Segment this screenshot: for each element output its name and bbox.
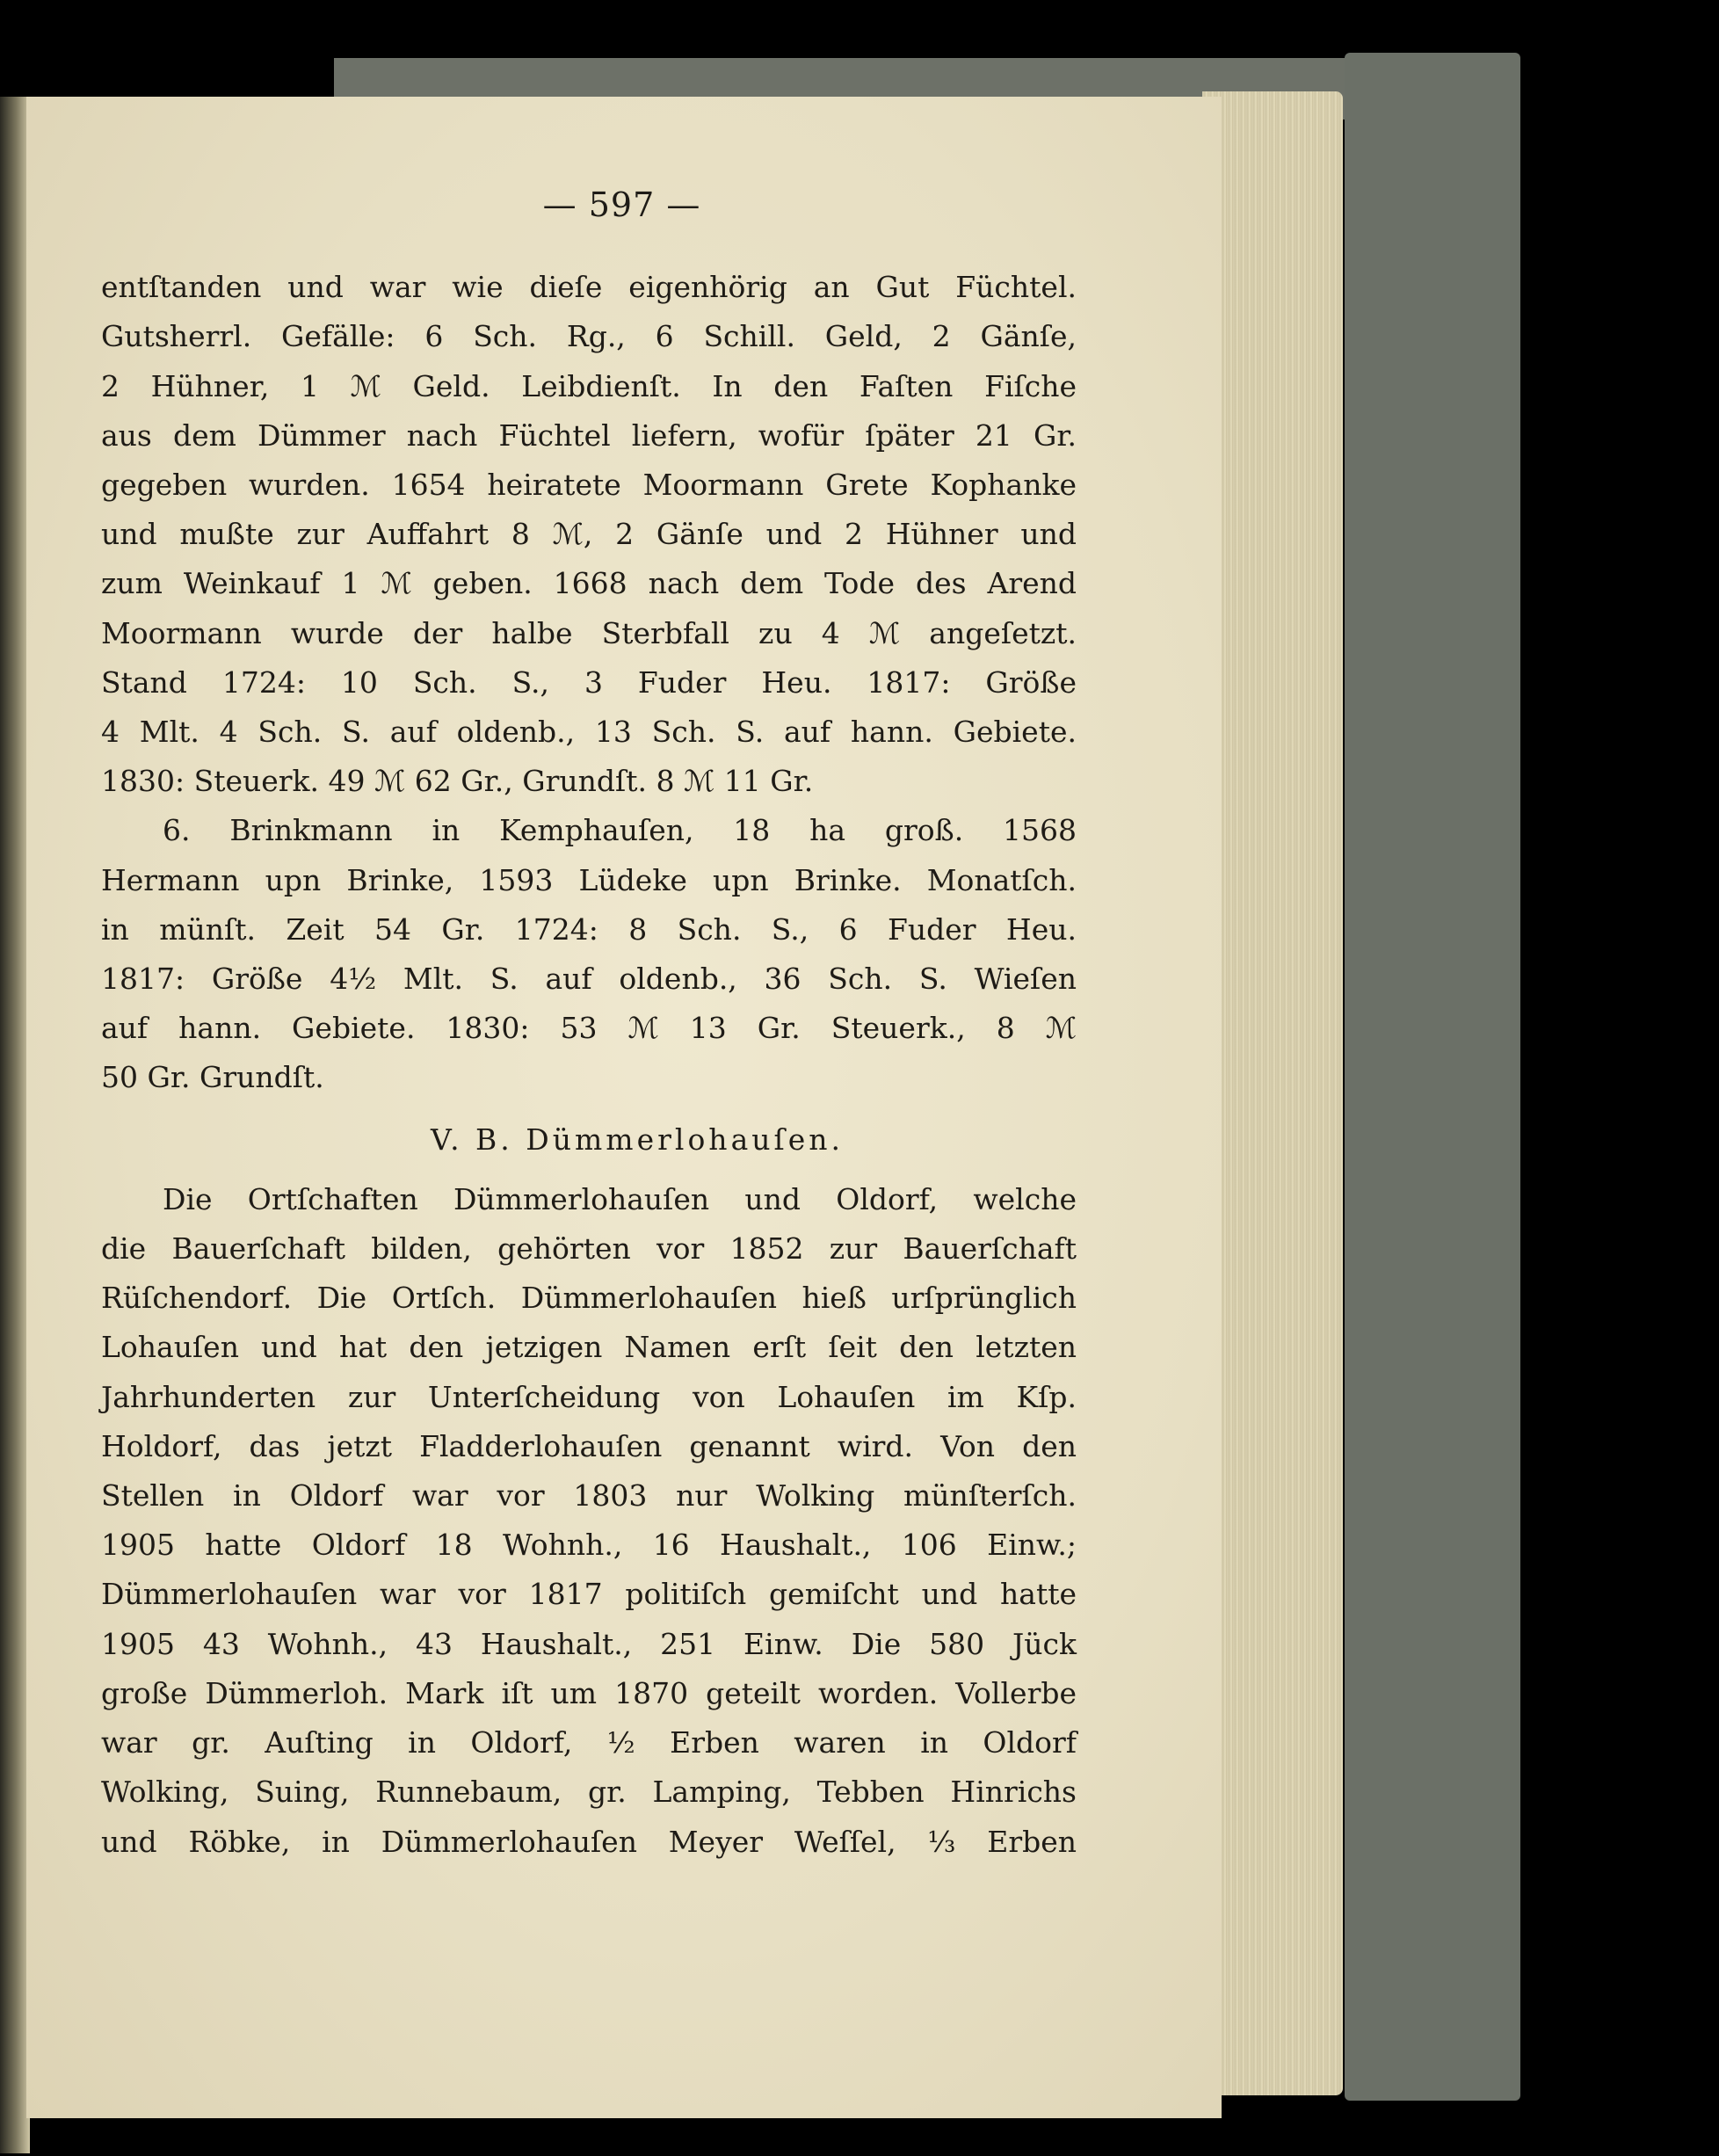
page-edges [1202,91,1343,2095]
text-line: 2 Hühner, 1 ℳ Geld. Leibdienſt. In den Faſten Fiſche [101,368,1077,403]
book-cover-right [1345,53,1520,2101]
text-line: in münſt. Zeit 54 Gr. 1724: 8 Sch. S., 6 Fuder Heu. [101,911,1077,947]
text-line: Moormann wurde der halbe Sterbfall zu 4 ℳ angeſetzt. [101,615,1077,650]
text-line: und mußte zur Auffahrt 8 ℳ, 2 Gänſe und 2 Hühner und [101,517,1077,552]
text-line: Stellen in Oldorf war vor 1803 nur Wolking münſterſch. [101,1478,1077,1514]
text-line: große Dümmerloh. Mark iſt um 1870 geteilt worden. Vollerbe [101,1675,1077,1710]
text-line: 50 Gr. Grundſt. [101,1060,324,1095]
text-line: Die Ortſchaften Dümmerlohauſen und Oldorf, welche [163,1181,1077,1216]
text-line: war gr. Auſting in Oldorf, ½ Erben waren in Oldorf [101,1725,1077,1760]
page-number: — 597 — [542,185,701,224]
text-line: 1817: Größe 4½ Mlt. S. auf oldenb., 36 Sch. S. Wieſen [101,962,1077,997]
previous-page-edge [0,97,30,2153]
text-line: 6. Brinkmann in Kemphauſen, 18 ha groß. 1568 [163,813,1077,848]
paragraph-3 [101,1175,1077,1867]
text-line: Holdorf, das jetzt Fladderlohauſen genannt wird. Von den [101,1428,1077,1463]
text-line: Gutsherrl. Gefälle: 6 Sch. Rg., 6 Schill. Geld, 2 Gänſe, [101,319,1077,354]
text-line: und Röbke, in Dümmerlohauſen Meyer Weſſel, ⅓ Erben [101,1824,1077,1859]
paragraph-2 [101,806,1077,1102]
text-line: 4 Mlt. 4 Sch. S. auf oldenb., 13 Sch. S. auf hann. Gebiete. [101,715,1077,750]
text-line: Hermann upn Brinke, 1593 Lüdeke upn Brinke. Monatſch. [101,862,1077,897]
text-line: Jahrhunderten zur Unterſcheidung von Lohauſen im Kſp. [101,1379,1077,1414]
text-line: die Bauerſchaft bilden, gehörten vor 1852 zur Bauerſchaft [101,1231,1077,1267]
text-line: 1905 hatte Oldorf 18 Wohnh., 16 Haushalt., 106 Einw.; [101,1528,1077,1563]
text-line: 1905 43 Wohnh., 43 Haushalt., 251 Einw. Die 580 Jück [101,1626,1077,1661]
text-line: auf hann. Gebiete. 1830: 53 ℳ 13 Gr. Steuerk., 8 ℳ [101,1011,1077,1046]
text-line: aus dem Dümmer nach Füchtel liefern, wofür ſpäter 21 Gr. [101,417,1077,453]
text-line: Rüſchendorf. Die Ortſch. Dümmerlohauſen hieß urſprünglich [101,1281,1077,1316]
paragraph-1 [101,263,1077,806]
text-line: Lohauſen und hat den jetzigen Namen erſt ſeit den letzten [101,1330,1077,1365]
page-text [101,180,1077,1867]
book-page [26,97,1222,2118]
text-line: Wolking, Suing, Runnebaum, gr. Lamping, Tebben Hinrichs [101,1775,1077,1810]
text-line: Dümmerlohauſen war vor 1817 politiſch gemiſcht und hatte [101,1577,1077,1612]
section-heading: V. B. Dümmerlohauſen. [431,1122,844,1157]
text-line: zum Weinkauf 1 ℳ geben. 1668 nach dem Tode des Arend [101,566,1077,601]
text-line: Stand 1724: 10 Sch. S., 3 Fuder Heu. 1817: Größe [101,664,1077,700]
text-line: 1830: Steuerk. 49 ℳ 62 Gr., Grundſt. 8 ℳ 11 Gr. [101,764,814,799]
text-line: entſtanden und war wie dieſe eigenhörig an Gut Füchtel. [101,270,1077,305]
text-line: gegeben wurden. 1654 heiratete Moormann Grete Kophanke [101,468,1077,503]
